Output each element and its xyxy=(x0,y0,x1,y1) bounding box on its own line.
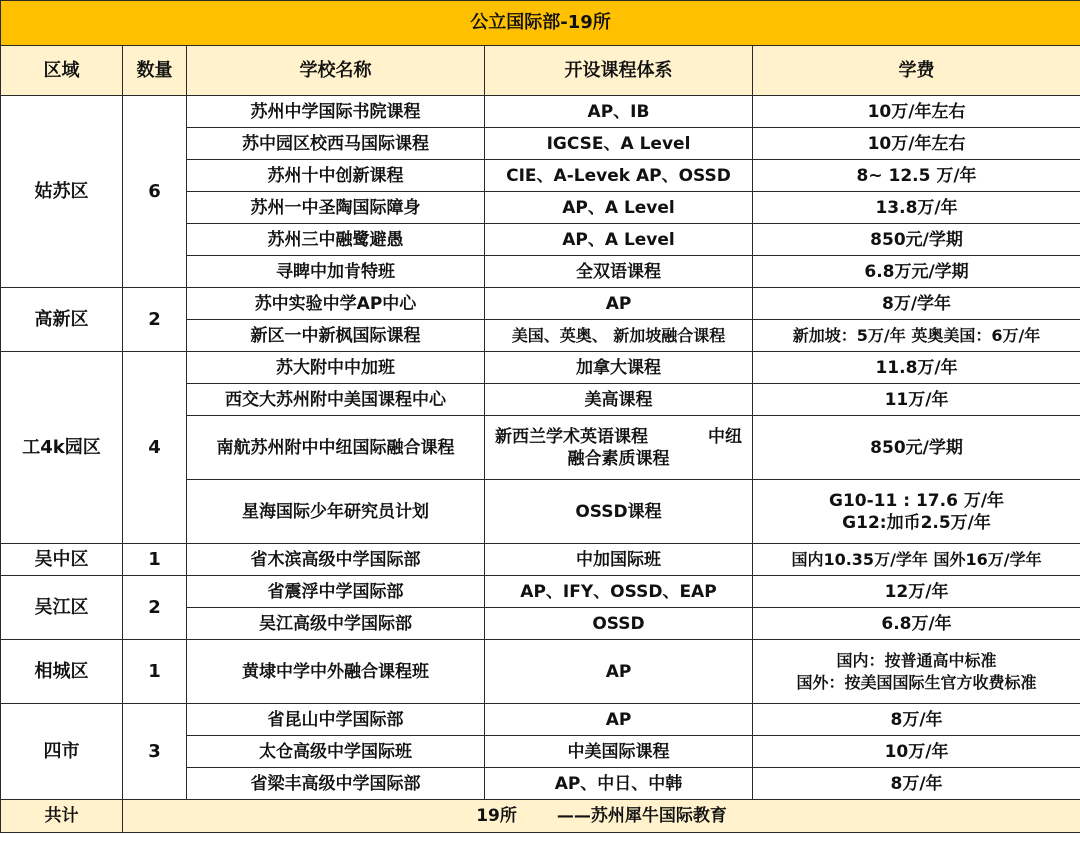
fee-cell: 850元/学期 xyxy=(753,224,1080,256)
table-row xyxy=(1,288,1080,320)
curriculum-cell: 加拿大课程 xyxy=(485,352,753,384)
fee-cell: 11.8万/年 xyxy=(753,352,1080,384)
curriculum-line: 融合素质课程 xyxy=(567,448,670,469)
fee-cell xyxy=(753,480,1080,544)
fee-cell: 850元/学期 xyxy=(753,416,1080,480)
header-fee: 学费 xyxy=(753,46,1080,96)
curriculum-cell: 美国、英奥、 新加坡融合课程 xyxy=(485,320,753,352)
school-cell: 省梁丰高级中学国际部 xyxy=(187,768,485,800)
region-cell: 相城区 xyxy=(1,640,123,704)
curriculum-cell: OSSD课程 xyxy=(485,480,753,544)
school-cell: 省震浮中学国际部 xyxy=(187,576,485,608)
curriculum-cell: IGCSE、A Level xyxy=(485,128,753,160)
footer-summary xyxy=(123,800,1080,833)
school-cell: 星海国际少年研究员计划 xyxy=(187,480,485,544)
fee-cell: 12万/年 xyxy=(753,576,1080,608)
curriculum-cell: AP xyxy=(485,640,753,704)
curriculum-line: 新西兰学术英语课程 xyxy=(495,426,648,447)
fee-cell: 10万/年左右 xyxy=(753,96,1080,128)
region-cell: 高新区 xyxy=(1,288,123,352)
curriculum-cell: AP、A Level xyxy=(485,192,753,224)
curriculum-line: 中纽 xyxy=(708,426,742,447)
count-cell: 2 xyxy=(123,576,187,640)
curriculum-cell xyxy=(485,416,753,480)
table-row xyxy=(1,704,1080,736)
curriculum-cell: AP、A Level xyxy=(485,224,753,256)
school-cell: 西交大苏州附中美国课程中心 xyxy=(187,384,485,416)
school-cell: 太仓高级中学国际班 xyxy=(187,736,485,768)
school-cell: 黄埭中学中外融合课程班 xyxy=(187,640,485,704)
curriculum-cell: 中美国际课程 xyxy=(485,736,753,768)
fee-line: G10-11 : 17.6 万/年 xyxy=(829,490,1005,511)
curriculum-cell: CIE、A-Levek AP、OSSD xyxy=(485,160,753,192)
region-cell: 工4k园区 xyxy=(1,352,123,544)
table-title: 公立国际部-19所 xyxy=(1,1,1080,46)
curriculum-cell: 美高课程 xyxy=(485,384,753,416)
count-cell: 3 xyxy=(123,704,187,800)
footer-row xyxy=(1,800,1080,833)
fee-cell: 6.8万/年 xyxy=(753,608,1080,640)
fee-cell: 8万/年 xyxy=(753,704,1080,736)
header-curriculum: 开设课程体系 xyxy=(485,46,753,96)
fee-cell: 8万/年 xyxy=(753,768,1080,800)
school-cell: 寻睥中加肯特班 xyxy=(187,256,485,288)
fee-cell: 8~ 12.5 万/年 xyxy=(753,160,1080,192)
footer-total: 19所 xyxy=(476,806,517,826)
count-cell: 6 xyxy=(123,96,187,288)
count-cell: 1 xyxy=(123,640,187,704)
header-row xyxy=(1,46,1080,96)
curriculum-cell: 中加国际班 xyxy=(485,544,753,576)
curriculum-cell: AP、IFY、OSSD、EAP xyxy=(485,576,753,608)
school-cell: 苏州十中创新课程 xyxy=(187,160,485,192)
curriculum-cell: 全双语课程 xyxy=(485,256,753,288)
fee-cell: 10万/年左右 xyxy=(753,128,1080,160)
table-row xyxy=(1,576,1080,608)
header-count: 数量 xyxy=(123,46,187,96)
fee-cell xyxy=(753,640,1080,704)
header-school: 学校名称 xyxy=(187,46,485,96)
school-cell: 苏大附中中加班 xyxy=(187,352,485,384)
fee-cell: 新加坡：5万/年 英奥美国：6万/年 xyxy=(753,320,1080,352)
count-cell: 1 xyxy=(123,544,187,576)
curriculum-cell: AP、IB xyxy=(485,96,753,128)
footer-source: ——苏州犀牛国际教育 xyxy=(556,806,727,826)
table-row xyxy=(1,544,1080,576)
school-cell: 苏中实验中学AP中心 xyxy=(187,288,485,320)
school-cell: 苏中园区校西马国际课程 xyxy=(187,128,485,160)
fee-cell: 国内10.35万/学年 国外16万/学年 xyxy=(753,544,1080,576)
curriculum-cell: AP xyxy=(485,288,753,320)
fee-cell: 8万/学年 xyxy=(753,288,1080,320)
table-row xyxy=(1,96,1080,128)
footer-label: 共计 xyxy=(1,800,123,833)
school-cell: 南航苏州附中中纽国际融合课程 xyxy=(187,416,485,480)
count-cell: 2 xyxy=(123,288,187,352)
fee-line: G12:加币2.5万/年 xyxy=(842,512,991,533)
count-cell: 4 xyxy=(123,352,187,544)
school-cell: 苏州一中圣陶国际障身 xyxy=(187,192,485,224)
curriculum-cell: AP xyxy=(485,704,753,736)
school-cell: 新区一中新枫国际课程 xyxy=(187,320,485,352)
curriculum-cell: OSSD xyxy=(485,608,753,640)
curriculum-cell: AP、中日、中韩 xyxy=(485,768,753,800)
region-cell: 吴江区 xyxy=(1,576,123,640)
table-row xyxy=(1,352,1080,384)
fee-line: 国外：按美国国际生官方收费标准 xyxy=(796,672,1037,692)
header-region: 区域 xyxy=(1,46,123,96)
school-cell: 吴江高级中学国际部 xyxy=(187,608,485,640)
school-cell: 省昆山中学国际部 xyxy=(187,704,485,736)
table-row xyxy=(1,640,1080,704)
fee-cell: 11万/年 xyxy=(753,384,1080,416)
region-cell: 吴中区 xyxy=(1,544,123,576)
school-cell: 省木滨高级中学国际部 xyxy=(187,544,485,576)
region-cell: 四市 xyxy=(1,704,123,800)
fee-cell: 10万/年 xyxy=(753,736,1080,768)
fee-cell: 6.8万元/学期 xyxy=(753,256,1080,288)
school-cell: 苏州三中融鹭避愚 xyxy=(187,224,485,256)
title-row xyxy=(1,1,1080,46)
region-cell: 姑苏区 xyxy=(1,96,123,288)
fee-line: 国内：按普通高中标准 xyxy=(836,650,997,670)
fee-cell: 13.8万/年 xyxy=(753,192,1080,224)
school-cell: 苏州中学国际书院课程 xyxy=(187,96,485,128)
